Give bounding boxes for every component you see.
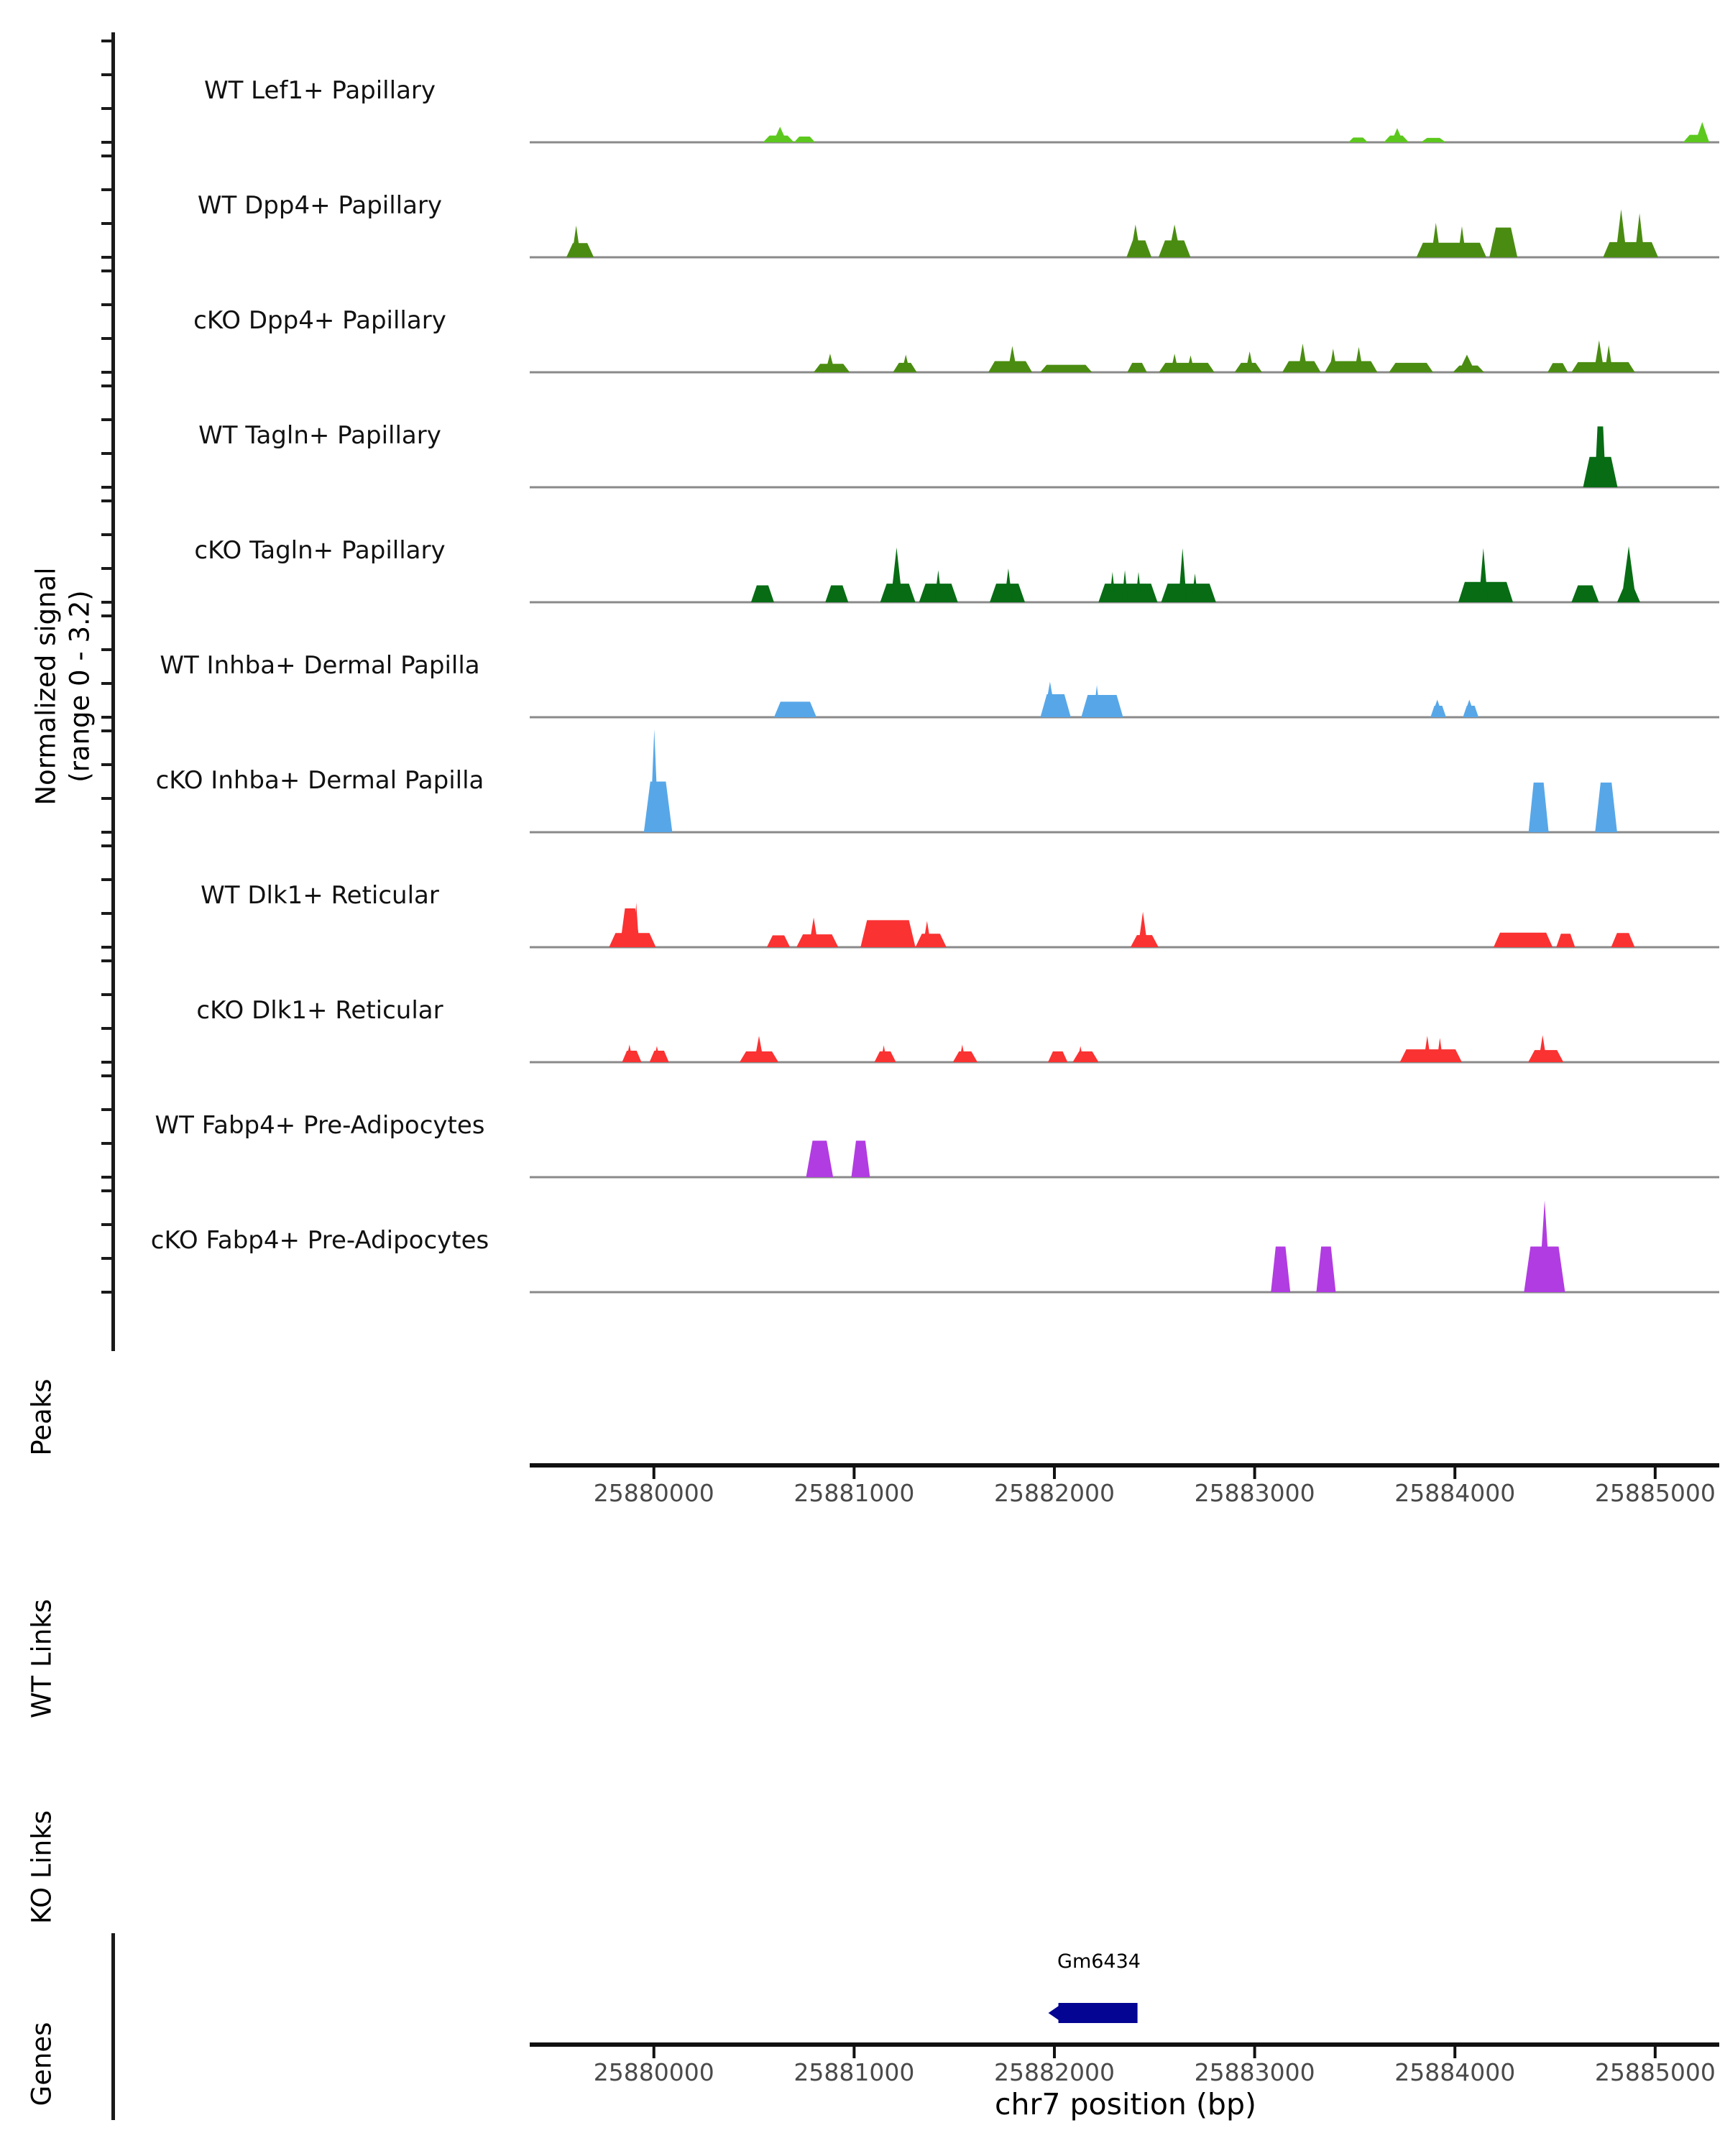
axis-tick-label: 25882000 — [993, 2058, 1115, 2086]
genomic-axis-tick — [1053, 2047, 1056, 2058]
signal-peak-block — [1611, 933, 1635, 947]
signal-axis-tick — [101, 878, 111, 881]
genomic-axis-tick — [1453, 2047, 1456, 2058]
axis-tick-label: 25882000 — [993, 1479, 1115, 1507]
signal-axis-tick — [101, 384, 111, 387]
signal-peak-block — [1547, 363, 1568, 372]
signal-peak-spike — [1246, 351, 1254, 372]
signal-peak-spike — [1298, 344, 1307, 372]
signal-axis-tick — [101, 40, 111, 42]
signal-peak-block — [1417, 243, 1486, 257]
signal-axis-tick — [101, 567, 111, 570]
signal-peak-block — [1040, 365, 1092, 372]
track-baseline — [530, 142, 1719, 144]
axis-tick-label: 25880000 — [593, 1479, 714, 1507]
signal-peak-block — [1494, 933, 1552, 947]
signal-peak-spike — [773, 126, 788, 142]
genomic-axis-tick — [1453, 1468, 1456, 1479]
signal-peak-block — [1098, 584, 1157, 602]
track-label: WT Lef1+ Papillary — [203, 76, 436, 105]
signal-axis-tick — [101, 270, 111, 272]
signal-peak-block — [1271, 1247, 1290, 1292]
signal-axis-tick — [101, 614, 111, 617]
signal-peak-spike — [1423, 1036, 1431, 1062]
genomic-axis-tick — [1654, 1468, 1657, 1479]
genomic-axis-tick — [1254, 1468, 1256, 1479]
signal-peak-spike — [1458, 226, 1466, 257]
signal-axis-tick — [101, 371, 111, 374]
y-axis-label-line1: Normalized signal — [30, 567, 62, 806]
signal-peak-spike — [571, 226, 581, 257]
signal-axis-tick — [101, 1176, 111, 1179]
signal-peak-block — [1389, 363, 1433, 372]
axis-tick-label: 25883000 — [1194, 2058, 1315, 2086]
signal-peak-spike — [1478, 548, 1488, 602]
track-label: WT Fabp4+ Pre-Adipocytes — [155, 1111, 485, 1140]
signal-peak-spike — [809, 918, 818, 947]
track-label: cKO Inhba+ Dermal Papilla — [155, 766, 484, 795]
signal-peak-spike — [1539, 1200, 1550, 1292]
signal-axis-tick — [101, 499, 111, 502]
signal-axis-tick — [101, 797, 111, 800]
signal-peak-block — [1159, 363, 1214, 372]
genomic-axis-line — [530, 2042, 1719, 2047]
track-label: cKO Fabp4+ Pre-Adipocytes — [150, 1226, 489, 1255]
signal-peak-spike — [1458, 355, 1476, 372]
genomic-axis-line — [530, 1463, 1719, 1468]
signal-axis-tick — [101, 648, 111, 651]
signal-peak-spike — [1354, 347, 1363, 372]
signal-peak-spike — [650, 729, 658, 832]
genomic-axis-tick — [1654, 2047, 1657, 2058]
signal-axis-tick — [101, 1061, 111, 1064]
track-label: WT Dlk1+ Reticular — [201, 881, 439, 910]
signal-axis-tick — [101, 729, 111, 732]
signal-peak-block — [774, 701, 816, 717]
axis-tick-label: 25880000 — [593, 2058, 714, 2086]
signal-axis-tick — [101, 1027, 111, 1030]
signal-axis-tick — [101, 256, 111, 259]
genomic-axis-tick — [1053, 1468, 1056, 1479]
signal-peak-block — [1595, 783, 1617, 832]
signal-peak-block — [1081, 695, 1123, 717]
genomic-axis-tick — [653, 2047, 656, 2058]
signal-peak-block — [806, 1141, 833, 1177]
signal-axis-spine — [111, 32, 115, 1351]
signal-axis-tick — [101, 993, 111, 996]
signal-axis-tick — [101, 337, 111, 340]
y-axis-label-line2: (range 0 - 3.2) — [64, 590, 96, 783]
signal-axis-tick — [101, 912, 111, 915]
signal-peak-block — [1348, 137, 1368, 142]
signal-axis-tick — [101, 155, 111, 157]
track-baseline — [530, 717, 1719, 719]
signal-axis-tick — [101, 452, 111, 455]
signal-axis-tick — [101, 763, 111, 766]
signal-axis-tick — [101, 1108, 111, 1111]
signal-peak-block — [1571, 586, 1598, 603]
genomic-axis-tick — [1254, 2047, 1256, 2058]
signal-peak-spike — [1634, 213, 1644, 257]
genes-axis-spine — [111, 1933, 115, 2120]
signal-peak-block — [751, 586, 774, 603]
signal-axis-tick — [101, 303, 111, 306]
signal-axis-tick — [101, 188, 111, 191]
signal-peak-spike — [1329, 349, 1337, 372]
signal-peak-block — [1421, 138, 1446, 142]
signal-peak-block — [1400, 1049, 1462, 1062]
gene-name-label: Gm6434 — [1057, 1950, 1141, 1973]
axis-tick-label: 25884000 — [1394, 1479, 1516, 1507]
axis-tick-label: 25884000 — [1394, 2058, 1516, 2086]
axis-tick-label: 25881000 — [794, 1479, 915, 1507]
section-label-peaks: Peaks — [26, 1378, 58, 1456]
signal-axis-tick — [101, 533, 111, 536]
track-baseline — [530, 257, 1719, 259]
genomic-axis-tick — [653, 1468, 656, 1479]
axis-tick-label: 25885000 — [1594, 2058, 1716, 2086]
signal-axis-tick — [101, 1142, 111, 1145]
gene-strand-arrow — [1049, 2005, 1060, 2021]
signal-axis-tick — [101, 222, 111, 225]
signal-peak-block — [1603, 242, 1658, 257]
signal-peak-spike — [1605, 345, 1613, 372]
gene-body — [1059, 2003, 1138, 2023]
signal-peak-block — [1529, 783, 1549, 832]
signal-peak-block — [1127, 363, 1146, 372]
signal-peak-block — [851, 1141, 870, 1177]
genomic-axis-tick — [852, 1468, 855, 1479]
signal-peak-spike — [891, 548, 903, 602]
axis-tick-label: 25883000 — [1194, 1479, 1315, 1507]
signal-peak-spike — [1178, 548, 1187, 602]
signal-peak-spike — [1538, 1035, 1547, 1062]
track-label: WT Tagln+ Papillary — [198, 421, 441, 450]
signal-peak-spike — [1008, 346, 1017, 372]
signal-axis-tick — [101, 141, 111, 144]
signal-axis-tick — [101, 1189, 111, 1192]
signal-peak-spike — [1615, 209, 1627, 257]
signal-axis-tick — [101, 946, 111, 949]
signal-peak-spike — [1431, 223, 1440, 257]
signal-peak-block — [1489, 228, 1517, 257]
track-label: cKO Dlk1+ Reticular — [196, 996, 443, 1025]
signal-peak-spike — [1696, 122, 1710, 142]
signal-axis-tick — [101, 601, 111, 604]
track-label: cKO Tagln+ Papillary — [194, 536, 446, 565]
signal-peak-spike — [1622, 546, 1637, 602]
signal-peak-block — [860, 920, 915, 947]
signal-peak-block — [767, 936, 790, 947]
track-baseline — [530, 1176, 1719, 1179]
signal-axis-tick — [101, 1257, 111, 1260]
signal-peak-block — [1072, 1051, 1098, 1062]
signal-peak-block — [1161, 584, 1215, 602]
signal-peak-block — [1595, 426, 1606, 487]
section-label-genes: Genes — [26, 2022, 58, 2106]
signal-peak-block — [916, 934, 947, 947]
signal-peak-spike — [1138, 912, 1147, 947]
genomic-axis-tick — [852, 2047, 855, 2058]
track-baseline — [530, 487, 1719, 489]
signal-peak-block — [1316, 1247, 1335, 1292]
signal-peak-spike — [1392, 128, 1404, 142]
signal-peak-spike — [1594, 340, 1604, 372]
signal-axis-tick — [101, 844, 111, 847]
signal-axis-tick — [101, 107, 111, 110]
signal-axis-tick — [101, 959, 111, 962]
x-axis-title: chr7 position (bp) — [995, 2087, 1256, 2122]
signal-peak-block — [1048, 1051, 1067, 1062]
axis-tick-label: 25881000 — [794, 2058, 915, 2086]
signal-peak-block — [794, 137, 815, 142]
signal-axis-tick — [101, 831, 111, 834]
section-label-ko-links: KO Links — [26, 1810, 58, 1925]
signal-axis-tick — [101, 418, 111, 421]
signal-axis-tick — [101, 682, 111, 685]
signal-axis-tick — [101, 73, 111, 76]
signal-axis-tick — [101, 716, 111, 719]
signal-axis-tick — [101, 1074, 111, 1077]
signal-axis-tick — [101, 1223, 111, 1226]
signal-peak-block — [1556, 934, 1575, 947]
track-label: WT Dpp4+ Papillary — [197, 191, 443, 220]
signal-peak-spike — [825, 354, 834, 372]
signal-axis-tick — [101, 1291, 111, 1294]
track-baseline — [530, 372, 1719, 374]
signal-peak-spike — [754, 1036, 763, 1062]
section-label-wt-links: WT Links — [26, 1599, 58, 1718]
track-label: cKO Dpp4+ Papillary — [193, 306, 446, 335]
signal-axis-tick — [101, 486, 111, 489]
track-label: WT Inhba+ Dermal Papilla — [160, 651, 480, 680]
axis-tick-label: 25885000 — [1594, 1479, 1716, 1507]
signal-peak-block — [825, 586, 848, 603]
